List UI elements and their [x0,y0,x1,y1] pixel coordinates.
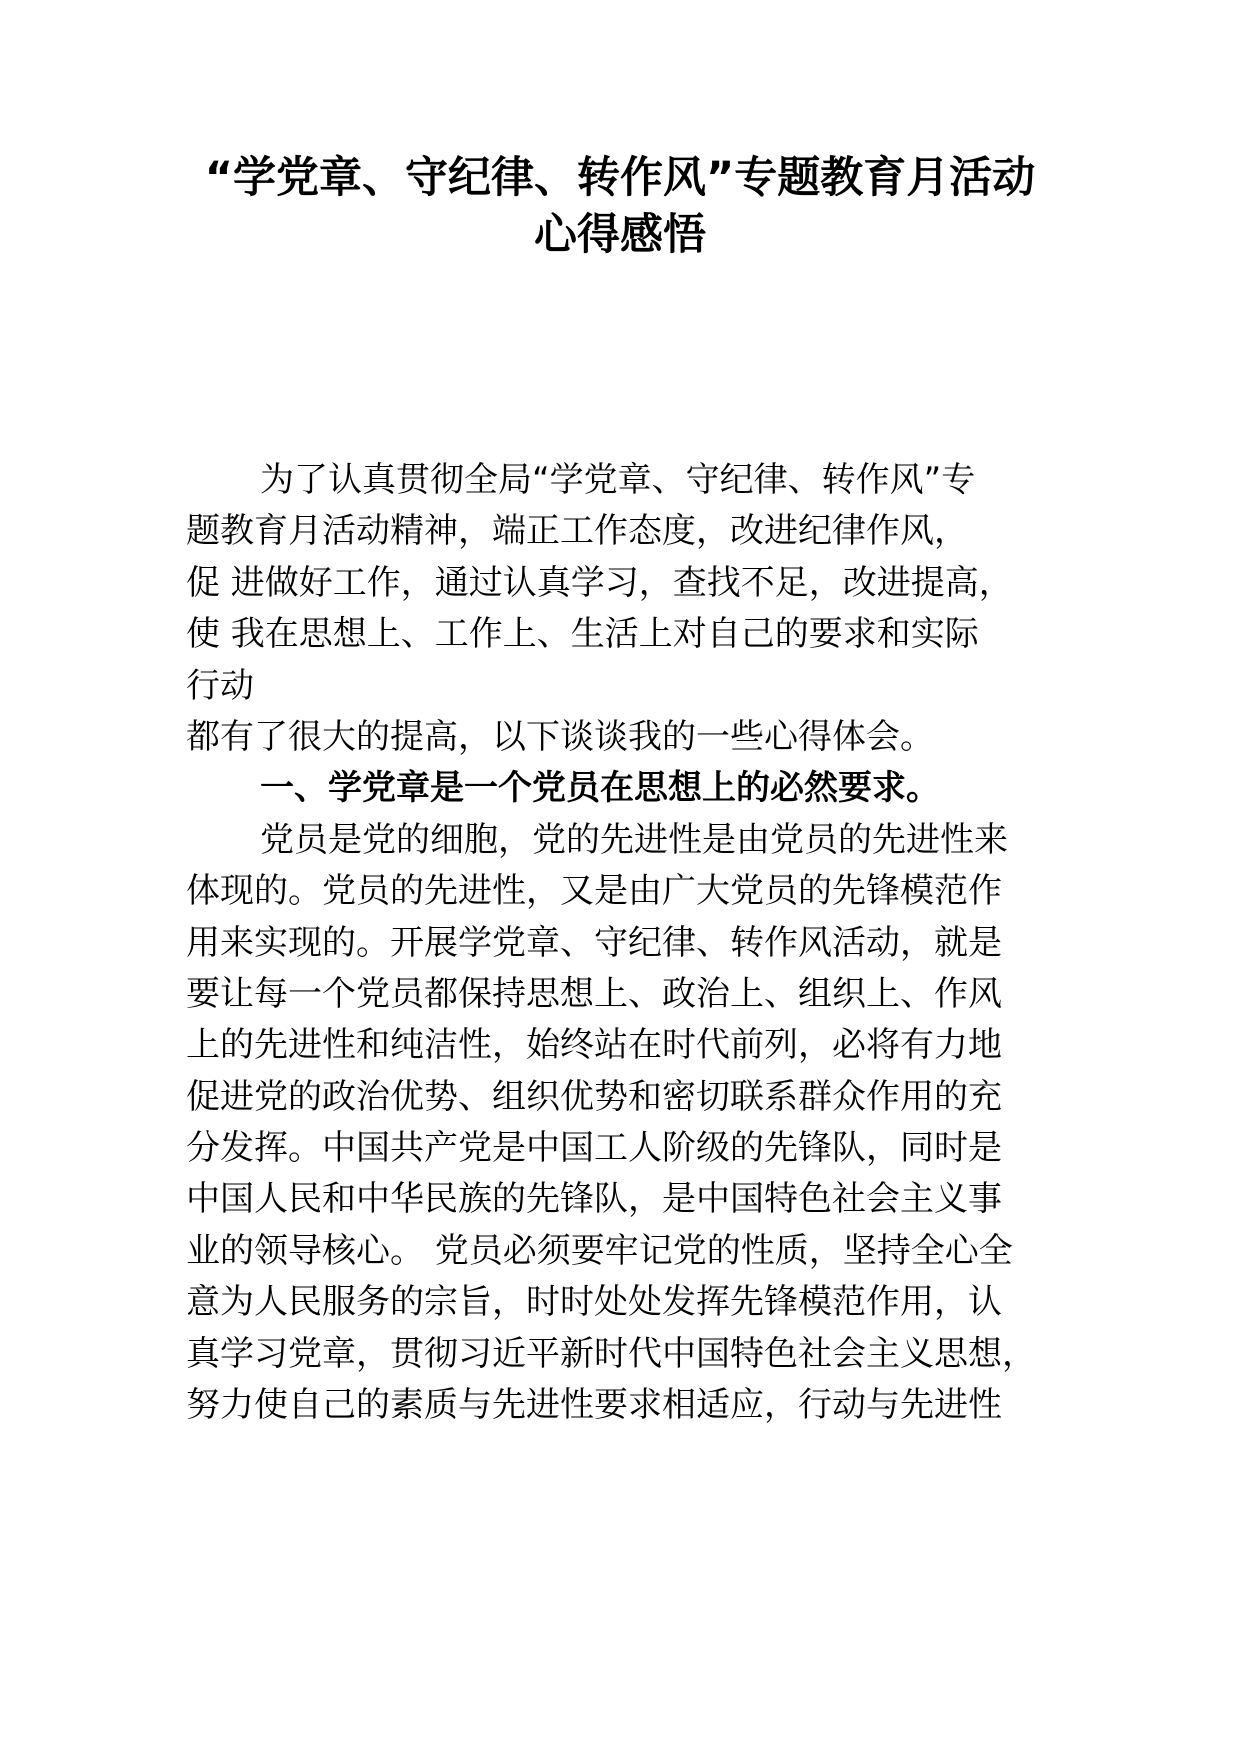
text-line: 真学习党章，贯彻习近平新时代中国特色社会主义思想， [186,1333,1036,1374]
text-line: 使 我在思想上、工作上、生活上对自己的要求和实际 [186,614,979,655]
text-line: 党员是党的细胞，党的先进性是由党员的先进性来 [260,819,1008,860]
text-line: 分发挥。中国共产党是中国工人阶级的先锋队，同时是 [186,1128,1002,1169]
section-heading: 一、学党章是一个党员在思想上的必然要求。 [260,768,940,809]
text-line: 努力使自己的素质与先进性要求相适应，行动与先进性 [186,1385,1002,1426]
document-body [186,455,1066,1431]
text-line: 业的领导核心。 党员必须要牢记党的性质，坚持全心全 [186,1230,1013,1271]
text-line: 促 进做好工作，通过认真学习，查找不足，改进提高， [186,562,1013,603]
text-line: 行动 [186,665,254,706]
text-line: 体现的。党员的先进性，又是由广大党员的先锋模范作 [186,871,1002,912]
text-line: 用来实现的。开展学党章、守纪律、转作风活动，就是 [186,922,1002,963]
text-line: 上的先进性和纯洁性，始终站在时代前列，必将有力地 [186,1025,1002,1066]
text-line: 题教育月活动精神，端正工作态度，改进纪律作风， [186,511,968,552]
text-line: 都有了很大的提高，以下谈谈我的一些心得体会。 [186,716,934,757]
text-line: 为了认真贯彻全局“学党章、守纪律、转作风”专 [260,460,976,500]
text-line: 促进党的政治优势、组织优势和密切联系群众作用的充 [186,1076,1002,1117]
document-title [150,150,1090,264]
text-line: 中国人民和中华民族的先锋队，是中国特色社会主义事 [186,1179,1002,1220]
title-line-2: 心得感悟 [534,210,706,260]
title-line-1: “学党章、守纪律、转作风”专题教育月活动 [204,153,1036,203]
text-line: 意为人民服务的宗旨，时时处处发挥先锋模范作用，认 [186,1282,1002,1323]
text-line: 要让每一个党员都保持思想上、政治上、组织上、作风 [186,973,1002,1014]
